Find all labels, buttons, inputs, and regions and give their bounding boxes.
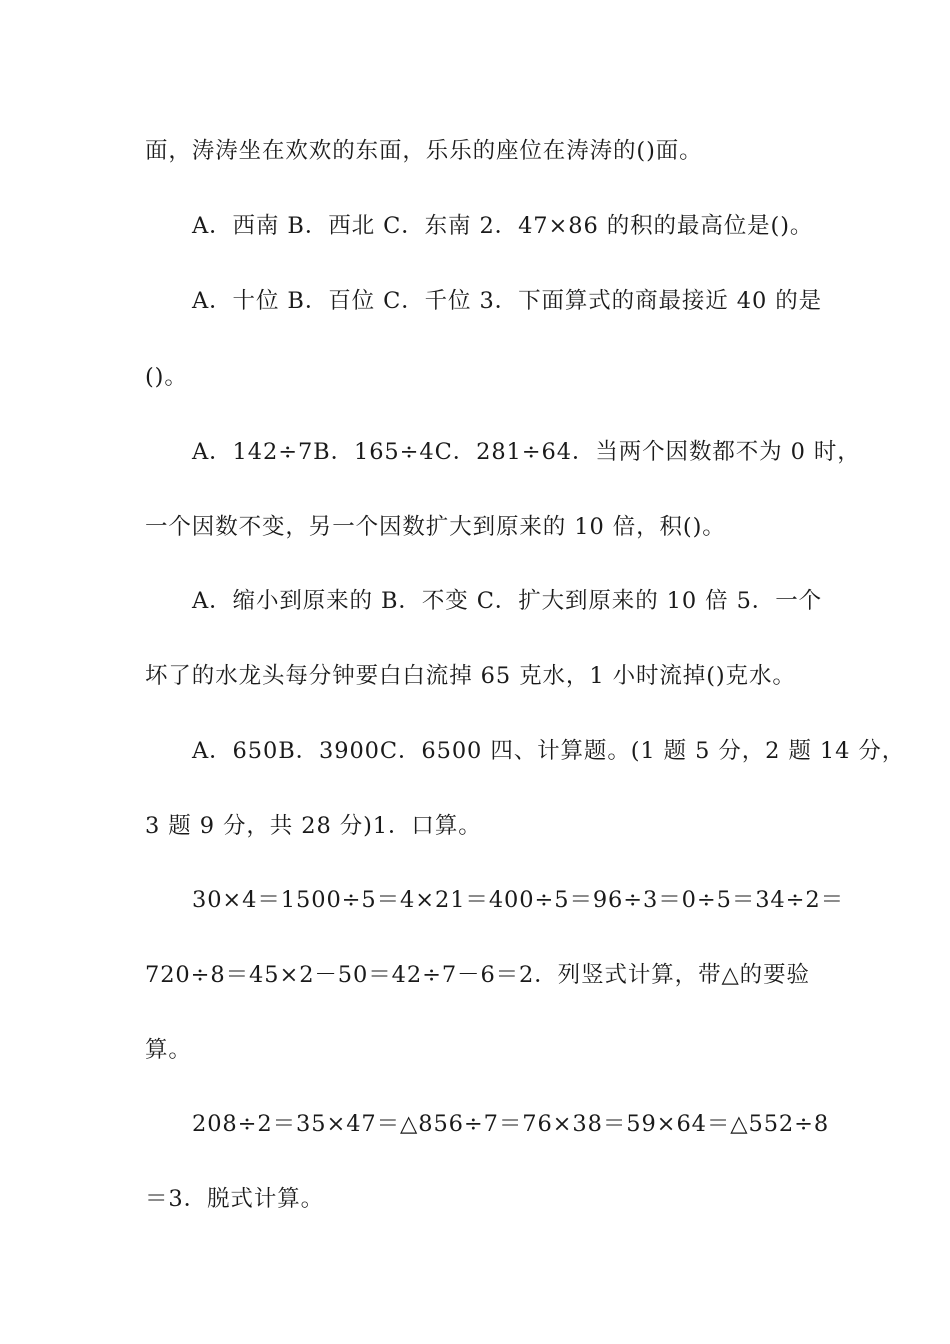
text-line: 面，涛涛坐在欢欢的东面，乐乐的座位在涛涛的()面。 <box>145 138 703 164</box>
text-line: ()。 <box>145 364 188 390</box>
text-line: 一个因数不变，另一个因数扩大到原来的 10 倍，积()。 <box>145 514 726 540</box>
text-line: ＝3．脱式计算。 <box>145 1186 325 1212</box>
text-line: A．142÷7B．165÷4C．281÷64．当两个因数都不为 0 时， <box>192 439 861 465</box>
text-line: 坏了的水龙头每分钟要白白流掉 65 克水，1 小时流掉()克水。 <box>145 663 796 689</box>
text-line: 208÷2＝35×47＝△856÷7＝76×38＝59×64＝△552÷8 <box>192 1111 830 1137</box>
text-line: 算。 <box>145 1037 192 1063</box>
text-line: A．缩小到原来的 B．不变 C．扩大到原来的 10 倍 5．一个 <box>192 588 823 614</box>
text-line: 3 题 9 分，共 28 分)1．口算。 <box>145 813 482 839</box>
text-line: A．650B．3900C．6500 四、计算题。(1 题 5 分，2 题 14 分， <box>192 738 906 764</box>
text-line: 720÷8＝45×2－50＝42÷7－6＝2．列竖式计算，带△的要验 <box>145 962 810 988</box>
text-line: A．西南 B．西北 C．东南 2．47×86 的积的最高位是()。 <box>192 213 814 239</box>
text-line: A．十位 B．百位 C．千位 3．下面算式的商最接近 40 的是 <box>192 288 823 314</box>
text-line: 30×4＝1500÷5＝4×21＝400÷5＝96÷3＝0÷5＝34÷2＝ <box>192 887 845 913</box>
